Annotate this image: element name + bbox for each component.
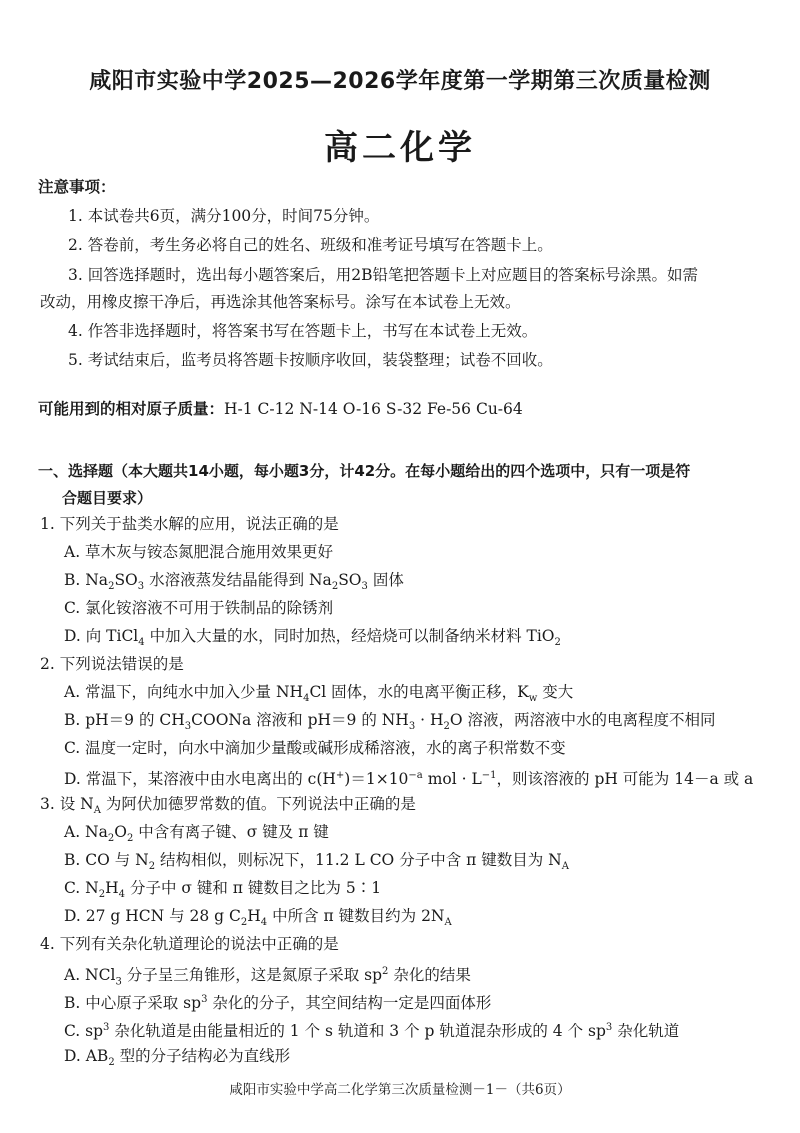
question-3-option-b: B. CO 与 $N_2$ 结构相似，则标况下，11.2 L CO 分子中含 π 键数目为 $N_A$ — [64, 851, 569, 873]
section-heading-cont: 合题目要求） — [62, 489, 153, 507]
question-2-stem: 2. 下列说法错误的是 — [40, 655, 184, 673]
question-1-option-c: C. 氯化铵溶液不可用于铁制品的除锈剂 — [64, 599, 334, 617]
question-4-stem: 4. 下列有关杂化轨道理论的说法中正确的是 — [40, 935, 339, 953]
notice-item-4: 4. 作答非选择题时，将答案书写在答题卡上，书写在本试卷上无效。 — [68, 322, 538, 340]
question-1-stem: 1. 下列关于盐类水解的应用，说法正确的是 — [40, 515, 339, 533]
question-1-option-d: D. 向 TiCl$_4$ 中加入大量的水，同时加热，经焙烧可以制备纳米材料 TiO$_2$ — [64, 627, 561, 649]
section-heading: 一、选择题（本大题共14小题，每小题3分，计42分。在每小题给出的四个选项中，只有一项是符 — [38, 462, 691, 480]
atomic-mass-values: H-1 C-12 N-14 O-16 S-32 Fe-56 Cu-64 — [224, 400, 523, 418]
question-4-option-b: B. 中心原子采取 $sp^3$ 杂化的分子，其空间结构一定是四面体形 — [64, 994, 492, 1013]
question-4-option-c: C. $sp^3$ 杂化轨道是由能量相近的 1 个 s 轨道和 3 个 p 轨道混杂形成的 4 个 $sp^3$ 杂化轨道 — [64, 1022, 680, 1041]
question-3-option-d: D. 27 g HCN 与 28 g $C_2H_4$ 中所含 π 键数目约为 $2N_A$ — [64, 907, 452, 929]
notice-item-3: 3. 回答选择题时，选出每小题答案后，用2B铅笔把答题卡上对应题目的答案标号涂黑。如需 — [68, 266, 698, 284]
question-2-option-b: B. pH＝9 的 $CH_3COONa$ 溶液和 pH＝9 的 $NH_3 \cdot H_2O$ 溶液，两溶液中水的电离程度不相同 — [64, 711, 716, 733]
question-3-option-a: A. $Na_2O_2$ 中含有离子键、σ 键及 π 键 — [64, 823, 329, 845]
atomic-mass-line — [38, 398, 523, 420]
subject-title: 高二化学 — [324, 128, 476, 168]
question-2-option-c: C. 温度一定时，向水中滴加少量酸或碱形成稀溶液，水的离子积常数不变 — [64, 739, 566, 757]
question-1-option-a: A. 草木灰与铵态氮肥混合施用效果更好 — [64, 543, 334, 561]
notice-item-3-cont: 改动，用橡皮擦干净后，再选涂其他答案标号。涂写在本试卷上无效。 — [40, 293, 521, 311]
question-1-option-b: B. $Na_2SO_3$ 水溶液蒸发结晶能得到 $Na_2SO_3$ 固体 — [64, 571, 404, 593]
question-4-option-d: D. $AB_2$ 型的分子结构必为直线形 — [64, 1047, 291, 1069]
question-4-option-a: A. NCl$_3$ 分子呈三角锥形，这是氮原子采取 $sp^2$ 杂化的结果 — [64, 966, 471, 988]
atomic-mass-label: 可能用到的相对原子质量： — [38, 400, 225, 418]
exam-title: 咸阳市实验中学2025—2026学年度第一学期第三次质量检测 — [89, 69, 711, 94]
notice-item-5: 5. 考试结束后，监考员将答题卡按顺序收回，装袋整理；试卷不回收。 — [68, 351, 553, 369]
question-2-option-d: D. 常温下，某溶液中由水电离出的 $c(H^+)=1\times 10^{-a}$ mol · $L^{-1}$，则该溶液的 pH 可能为 14－a 或 a — [64, 770, 754, 789]
page-footer: 咸阳市实验中学高二化学第三次质量检测－1－（共6页） — [229, 1082, 571, 1098]
notice-item-1: 1. 本试卷共6页，满分100分，时间75分钟。 — [68, 207, 380, 225]
notice-heading: 注意事项： — [38, 178, 116, 196]
question-3-stem: 3. 设 $N_A$ 为阿伏加德罗常数的值。下列说法中正确的是 — [40, 795, 416, 817]
notice-item-2: 2. 答卷前，考生务必将自己的姓名、班级和准考证号填写在答题卡上。 — [68, 236, 553, 254]
question-3-option-c: C. $N_2H_4$ 分子中 σ 键和 π 键数目之比为 5∶1 — [64, 879, 382, 901]
question-2-option-a: A. 常温下，向纯水中加入少量 $NH_4Cl$ 固体，水的电离平衡正移，$K_w$ 变大 — [64, 683, 574, 705]
